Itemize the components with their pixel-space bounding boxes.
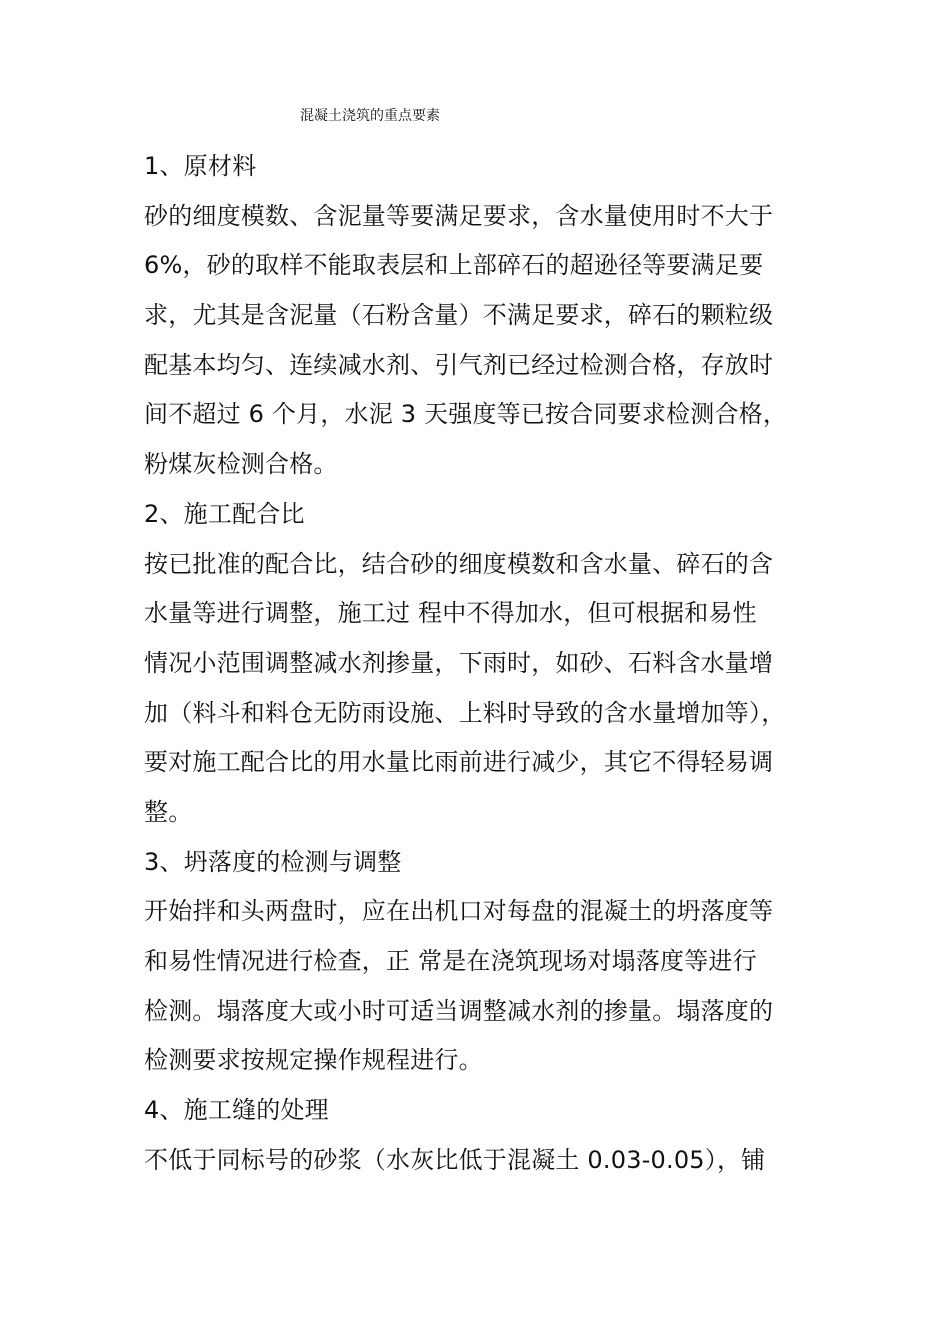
paragraph-line: 检测要求按规定操作规程进行。	[144, 1046, 483, 1075]
paragraph-line: 加（料斗和料仓无防雨设施、上料时导致的含水量增加等），	[144, 698, 786, 727]
document-body	[144, 142, 816, 1185]
paragraph-line: 按已批准的配合比，结合砂的细度模数和含水量、碎石的含	[144, 549, 774, 578]
section-heading-construction-joint: 4、施工缝的处理	[144, 1096, 329, 1125]
section-heading-mix-ratio: 2、施工配合比	[144, 499, 305, 528]
paragraph-line: 水量等进行调整，施工过 程中不得加水，但可根据和易性	[144, 599, 757, 628]
paragraph-line: 不低于同标号的砂浆（水灰比低于混凝土 0.03-0.05），铺	[144, 1145, 766, 1174]
paragraph-line: 粉煤灰检测合格。	[144, 450, 338, 479]
section-heading-slump-test: 3、坍落度的检测与调整	[144, 847, 402, 876]
document-title: 混凝土浇筑的重点要素	[300, 108, 440, 124]
paragraph-line: 配基本均匀、连续减水剂、引气剂已经过检测合格，存放时	[144, 350, 774, 379]
paragraph-line: 求，尤其是含泥量（石粉含量）不满足要求，碎石的颗粒级	[144, 301, 774, 330]
paragraph-line: 要对施工配合比的用水量比雨前进行减少，其它不得轻易调	[144, 748, 774, 777]
section-heading-raw-materials: 1、原材料	[144, 152, 257, 180]
paragraph-line: 6%，砂的取样不能取表层和上部碎石的超逊径等要满足要	[144, 251, 764, 280]
paragraph-line: 开始拌和头两盘时，应在出机口对每盘的混凝土的坍落度等	[144, 897, 774, 926]
paragraph-line: 砂的细度模数、含泥量等要满足要求，含水量使用时不大于	[144, 201, 774, 230]
paragraph-line: 间不超过 6 个月，水泥 3 天强度等已按合同要求检测合格，	[144, 400, 788, 429]
paragraph-line: 检测。塌落度大或小时可适当调整减水剂的掺量。塌落度的	[144, 996, 774, 1025]
paragraph-line: 情况小范围调整减水剂掺量，下雨时，如砂、石料含水量增	[144, 648, 774, 677]
paragraph-line: 整。	[144, 797, 193, 826]
paragraph-line: 和易性情况进行检查，正 常是在浇筑现场对塌落度等进行	[144, 947, 757, 975]
